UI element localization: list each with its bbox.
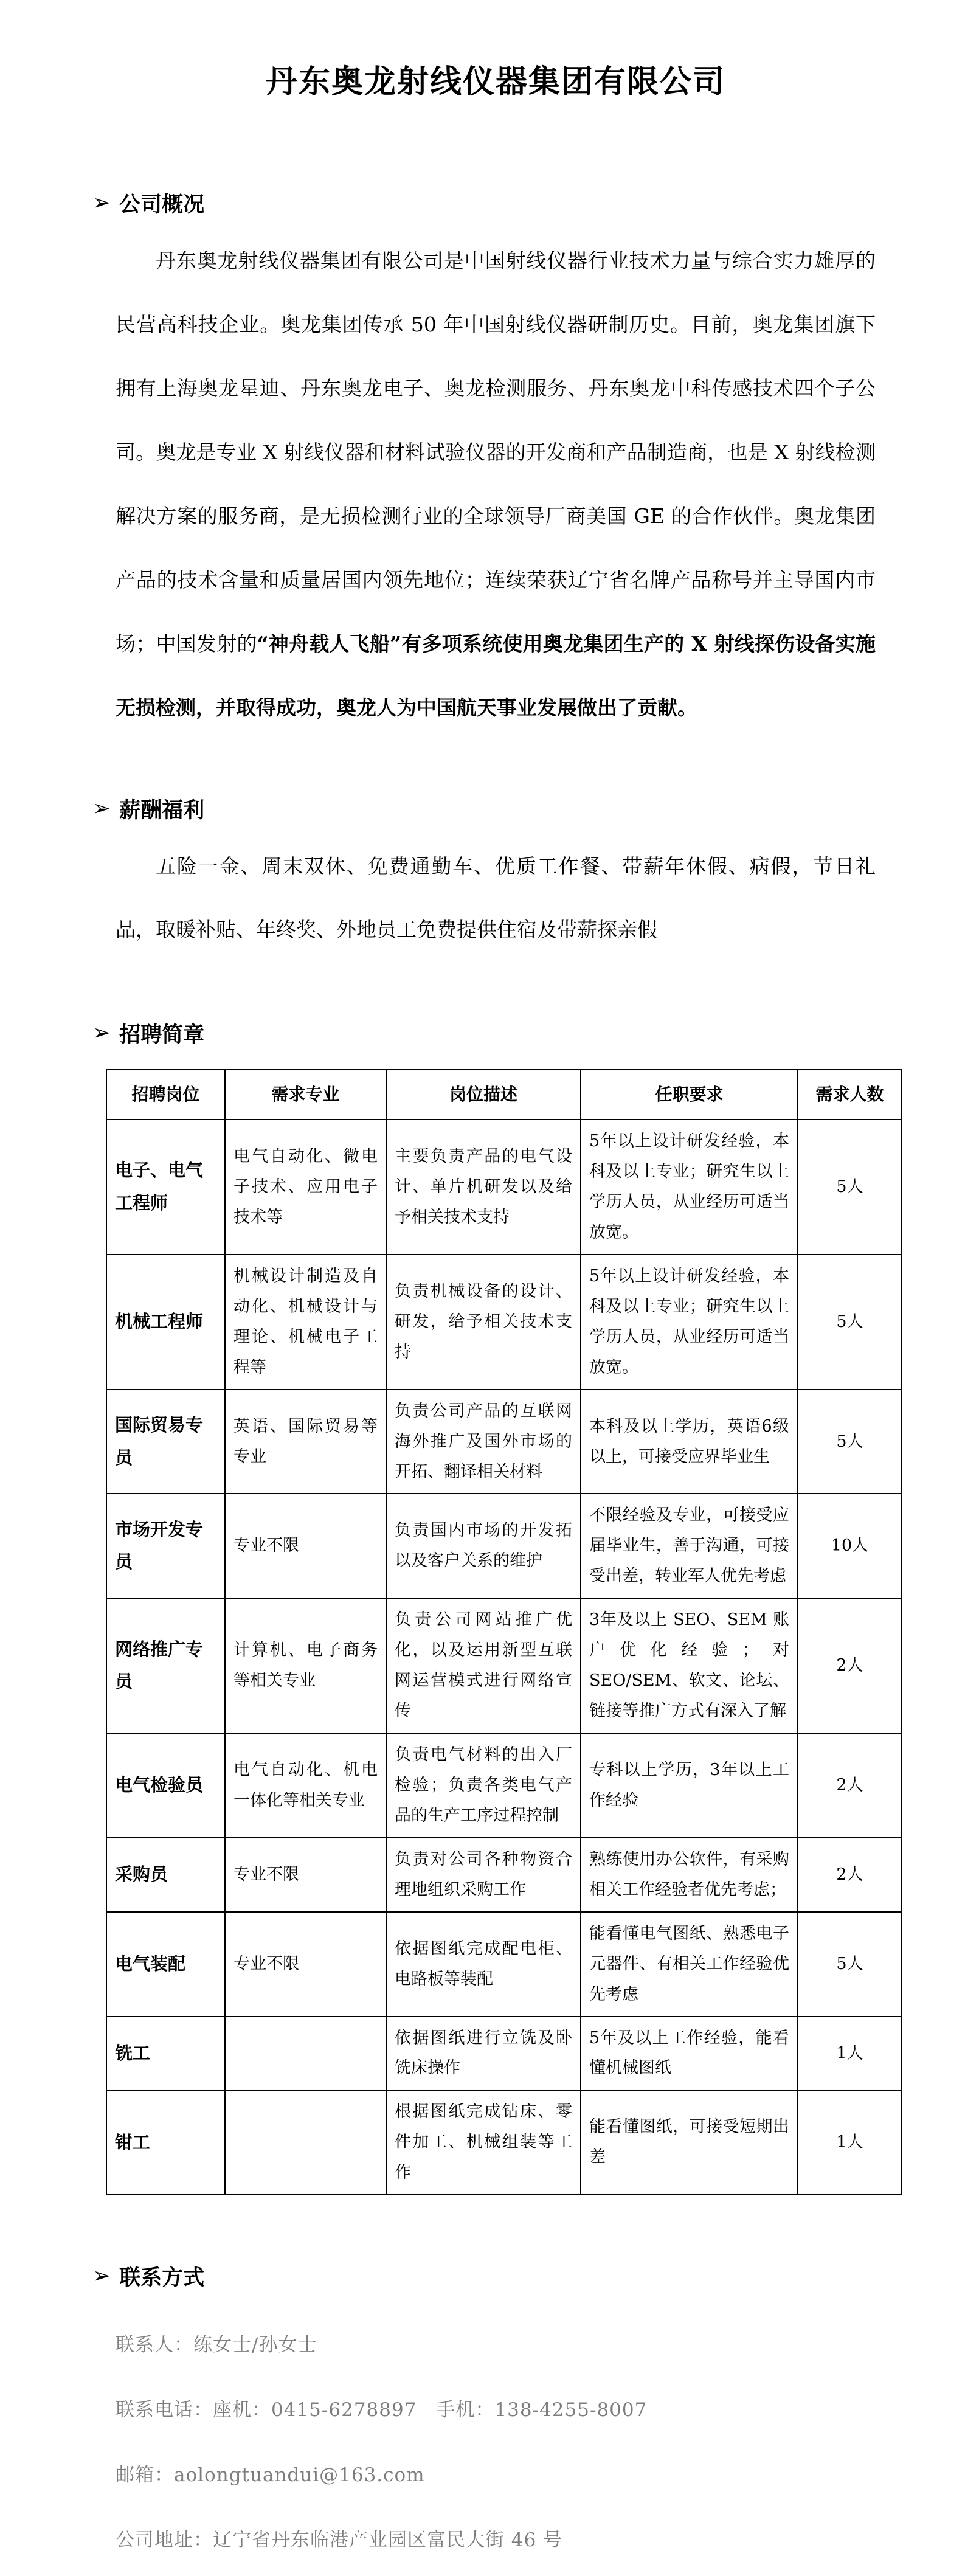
heading-company-overview-label: 公司概况 <box>119 193 205 217</box>
table-row <box>106 2090 902 2195</box>
page-title: 丹东奥龙射线仪器集团有限公司 <box>265 64 725 100</box>
table-row <box>106 1120 902 1255</box>
cell-position: 电气检验员 <box>106 1733 225 1838</box>
section-company-overview <box>92 188 876 740</box>
company-overview-text: 丹东奥龙射线仪器集团有限公司是中国射线仪器行业技术力量与综合实力雄厚的民营高科技企业。奥龙集团传承 50 年中国射线仪器研制历史。目前，奥龙集团旗下拥有上海奥龙星迪、丹东奥龙电子、奥龙检测服务、丹东奥龙中科传感技术四个子公司。奥龙是专业 X 射线仪器和材料试验仪器的开发商和产品制造商，也是 X 射线检测解决方案的服务商，是无损检测行业的全球领导厂商美国 GE 的合作伙伴。奥龙集团产品的技术含量和质量居国内领先地位；连续荣获辽宁省名牌产品称号并主导国内市场；中国发射的 <box>116 249 876 656</box>
cell-description: 负责国内市场的开发拓以及客户关系的维护 <box>386 1494 581 1598</box>
cell-description: 主要负责产品的电气设计、单片机研发以及给予相关技术支持 <box>386 1120 581 1255</box>
arrow-bullet-icon: ➢ <box>92 795 111 821</box>
contact-phone-line: 联系电话：座机：0415-6278897 手机：138-4255-8007 <box>116 2399 648 2422</box>
cell-major: 专业不限 <box>225 1494 386 1598</box>
cell-description: 根据图纸完成钻床、零件加工、机械组装等工作 <box>386 2090 581 2195</box>
cell-position: 网络推广专员 <box>106 1598 225 1733</box>
cell-requirements: 能看懂图纸，可接受短期出差 <box>581 2090 798 2195</box>
cell-headcount: 10人 <box>798 1494 902 1598</box>
company-overview-paragraph <box>116 229 876 740</box>
cell-position: 采购员 <box>106 1838 225 1912</box>
cell-position: 钳工 <box>106 2090 225 2195</box>
cell-major: 机械设计制造及自动化、机械设计与理论、机械电子工程等 <box>225 1255 386 1390</box>
table-row <box>106 1912 902 2017</box>
table-row <box>106 1598 902 1733</box>
company-overview-bold-text: “神舟载人飞船”有多项系统使用奥龙集团生产的 X 射线探伤设备实施无损检测，并取得成功，奥龙人为中国航天事业发展做出了贡献。 <box>116 631 876 719</box>
section-contact <box>92 2261 876 2552</box>
table-row <box>106 1494 902 1598</box>
cell-requirements: 5年以上设计研发经验，本科及以上专业；研究生以上学历人员，从业经历可适当放宽。 <box>581 1120 798 1255</box>
cell-headcount: 1人 <box>798 2017 902 2091</box>
cell-position: 电气装配 <box>106 1912 225 2017</box>
cell-description: 负责对公司各种物资合理地组织采购工作 <box>386 1838 581 1912</box>
cell-major: 计算机、电子商务等相关专业 <box>225 1598 386 1733</box>
cell-requirements: 5年及以上工作经验，能看懂机械图纸 <box>581 2017 798 2091</box>
contact-person-line: 联系人：练女士/孙女士 <box>116 2334 317 2356</box>
cell-requirements: 能看懂电气图纸、熟悉电子元器件、有相关工作经验优先考虑 <box>581 1912 798 2017</box>
cell-requirements: 本科及以上学历，英语6级以上，可接受应界毕业生 <box>581 1390 798 1494</box>
recruitment-table <box>106 1069 902 2195</box>
cell-headcount: 2人 <box>798 1733 902 1838</box>
cell-headcount: 1人 <box>798 2090 902 2195</box>
cell-description: 负责公司网站推广优化，以及运用新型互联网运营模式进行网络宣传 <box>386 1598 581 1733</box>
table-row <box>106 2017 902 2091</box>
heading-recruitment-label: 招聘简章 <box>119 1023 205 1048</box>
recruitment-table-header <box>106 1070 902 1120</box>
recruitment-table-body <box>106 1120 902 2195</box>
arrow-bullet-icon: ➢ <box>92 1020 111 1046</box>
cell-headcount: 5人 <box>798 1120 902 1255</box>
table-row <box>106 1390 902 1494</box>
cell-major: 电气自动化、机电一体化等相关专业 <box>225 1733 386 1838</box>
section-benefits <box>92 794 876 963</box>
table-row <box>106 1838 902 1912</box>
cell-requirements: 不限经验及专业，可接受应届毕业生，善于沟通，可接受出差，转业军人优先考虑 <box>581 1494 798 1598</box>
arrow-bullet-icon: ➢ <box>92 190 111 215</box>
cell-description: 负责电气材料的出入厂检验；负责各类电气产品的生产工序过程控制 <box>386 1733 581 1838</box>
heading-company-overview <box>92 188 876 218</box>
cell-description: 依据图纸完成配电柜、电路板等装配 <box>386 1912 581 2017</box>
heading-contact <box>92 2261 876 2291</box>
table-row <box>106 1255 902 1390</box>
contact-email-line: 邮箱：aolongtuandui@163.com <box>116 2464 425 2487</box>
table-header-row <box>106 1070 902 1120</box>
heading-recruitment <box>92 1018 876 1048</box>
column-header-2: 岗位描述 <box>386 1070 581 1120</box>
cell-major: 英语、国际贸易等专业 <box>225 1390 386 1494</box>
cell-requirements: 5年以上设计研发经验，本科及以上专业；研究生以上学历人员，从业经历可适当放宽。 <box>581 1255 798 1390</box>
cell-headcount: 5人 <box>798 1255 902 1390</box>
cell-major: 专业不限 <box>225 1912 386 2017</box>
cell-requirements: 专科以上学历，3年以上工作经验 <box>581 1733 798 1838</box>
column-header-4: 需求人数 <box>798 1070 902 1120</box>
heading-benefits <box>92 794 876 824</box>
cell-major: 专业不限 <box>225 1838 386 1912</box>
cell-requirements: 熟练使用办公软件，有采购相关工作经验者优先考虑； <box>581 1838 798 1912</box>
column-header-0: 招聘岗位 <box>106 1070 225 1120</box>
cell-headcount: 5人 <box>798 1390 902 1494</box>
cell-position: 电子、电气工程师 <box>106 1120 225 1255</box>
section-recruitment <box>92 1018 884 2195</box>
column-header-1: 需求专业 <box>225 1070 386 1120</box>
cell-major <box>225 2017 386 2091</box>
cell-major: 电气自动化、微电子技术、应用电子技术等 <box>225 1120 386 1255</box>
cell-headcount: 2人 <box>798 1598 902 1733</box>
cell-headcount: 5人 <box>798 1912 902 2017</box>
cell-position: 机械工程师 <box>106 1255 225 1390</box>
cell-description: 负责公司产品的互联网海外推广及国外市场的开拓、翻译相关材料 <box>386 1390 581 1494</box>
heading-contact-label: 联系方式 <box>119 2266 205 2291</box>
cell-description: 负责机械设备的设计、研发，给予相关技术支持 <box>386 1255 581 1390</box>
column-header-3: 任职要求 <box>581 1070 798 1120</box>
benefits-paragraph: 五险一金、周末双休、免费通勤车、优质工作餐、带薪年休假、病假，节日礼品，取暖补贴、年终奖、外地员工免费提供住宿及带薪探亲假 <box>116 854 876 942</box>
cell-position: 市场开发专员 <box>106 1494 225 1598</box>
cell-position: 国际贸易专员 <box>106 1390 225 1494</box>
cell-requirements: 3年及以上 SEO、SEM 账户优化经验；对 SEO/SEM、软文、论坛、链接等推广方式有深入了解 <box>581 1598 798 1733</box>
cell-position: 铣工 <box>106 2017 225 2091</box>
arrow-bullet-icon: ➢ <box>92 2263 111 2289</box>
contact-address-line: 公司地址：辽宁省丹东临港产业园区富民大街 46 号 <box>116 2529 563 2552</box>
cell-major <box>225 2090 386 2195</box>
cell-description: 依据图纸进行立铣及卧铣床操作 <box>386 2017 581 2091</box>
cell-headcount: 2人 <box>798 1838 902 1912</box>
heading-benefits-label: 薪酬福利 <box>119 798 205 823</box>
table-row <box>106 1733 902 1838</box>
